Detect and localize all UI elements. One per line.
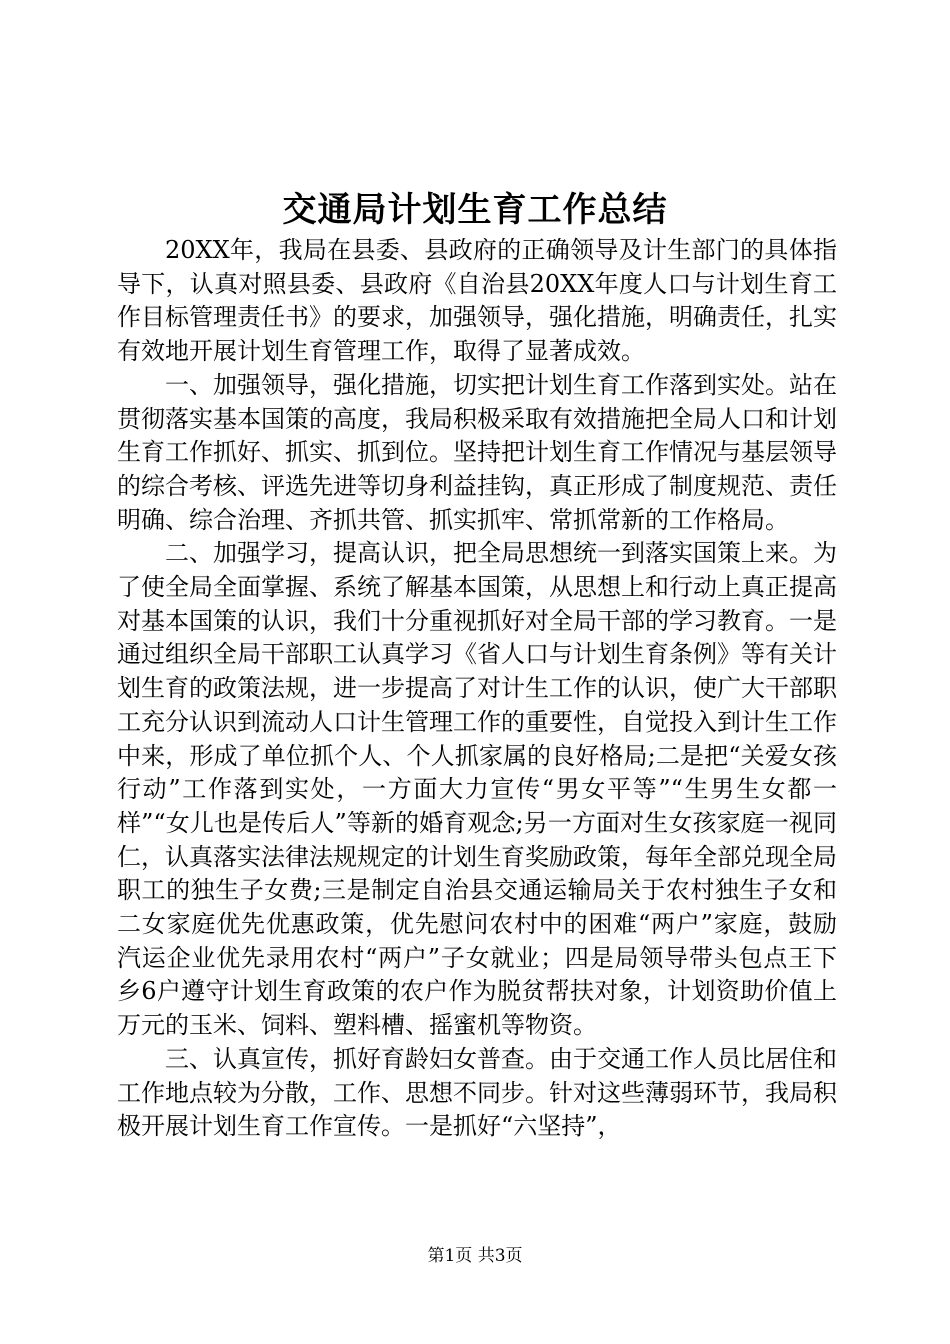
document-body [117, 234, 837, 1144]
paragraph: 二、加强学习，提高认识，把全局思想统一到落实国策上来。为了使全局全面掌握、系统了解基本国策，从思想上和行动上真正提高对基本国策的认识，我们十分重视抓好对全局干部的学习教育。一是通过组织全局干部职工认真学习《省人口与计划生育条例》等有关计划生育的政策法规，进一步提高了对计生工作的认识，使广大干部职工充分认识到流动人口计生管理工作的重要性，自觉投入到计生工作中来，形成了单位抓个人、个人抓家属的良好格局;二是把“关爱女孩行动”工作落到实处，一方面大力宣传“男女平等”“生男生女都一样”“女儿也是传后人”等新的婚育观念;另一方面对生女孩家庭一视同仁，认真落实法律法规规定的计划生育奖励政策，每年全部兑现全局职工的独生子女费;三是制定自治县交通运输局关于农村独生子女和二女家庭优先优惠政策，优先慰问农村中的困难“两户”家庭，鼓励汽运企业优先录用农村“两户”子女就业；四是局领导带头包点王下乡6户遵守计划生育政策的农户作为脱贫帮扶对象，计划资助价值上万元的玉米、饲料、塑料槽、摇蜜机等物资。 [117, 539, 837, 1040]
paragraph: 一、加强领导，强化措施，切实把计划生育工作落到实处。站在贯彻落实基本国策的高度，我局积极采取有效措施把全局人口和计划生育工作抓好、抓实、抓到位。坚持把计划生育工作情况与基层领导的综合考核、评选先进等切身利益挂钩，真正形成了制度规范、责任明确、综合治理、齐抓共管、抓实抓牢、常抓常新的工作格局。 [117, 370, 837, 534]
paragraph: 三、认真宣传，抓好育龄妇女普查。由于交通工作人员比居住和工作地点较为分散，工作、思想不同步。针对这些薄弱环节，我局积极开展计划生育工作宣传。一是抓好“六坚持”， [117, 1044, 837, 1141]
document-title: 交通局计划生育工作总结 [282, 190, 668, 230]
page-footer: 第1页 共3页 [427, 1246, 523, 1266]
paragraph: 20XX年，我局在县委、县政府的正确领导及计生部门的具体指导下，认真对照县委、县政府《自治县20XX年度人口与计划生育工作目标管理责任书》的要求，加强领导，强化措施，明确责任，扎实有效地开展计划生育管理工作，取得了显著成效。 [117, 236, 837, 366]
